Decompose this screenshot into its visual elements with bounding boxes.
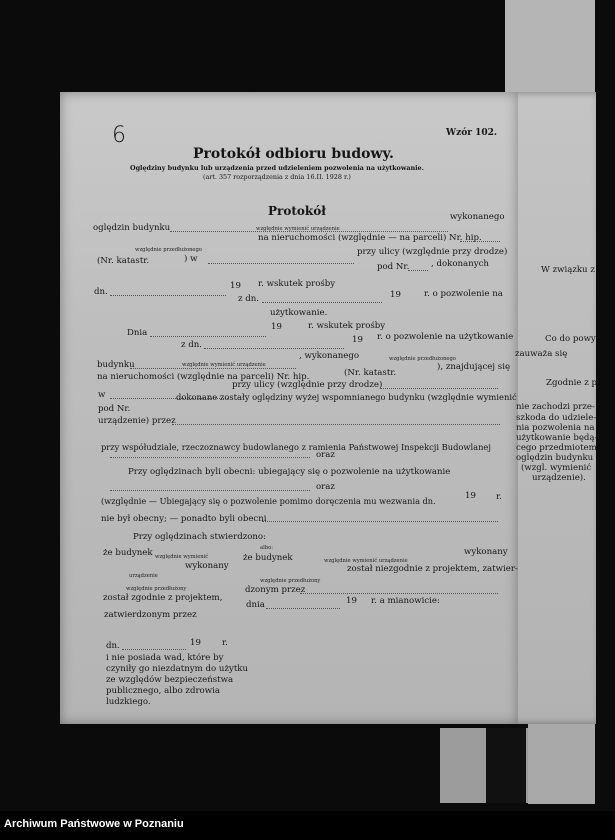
col2-e3: r. a mianowicie: bbox=[371, 596, 440, 606]
line-6a: z dn. bbox=[238, 294, 260, 304]
col2-e1: dnia bbox=[246, 600, 265, 610]
line-17: Przy oględzinach byli obecni: ubiegający się o pozwolenie na użytkowanie bbox=[128, 467, 451, 477]
fill-line bbox=[122, 649, 186, 650]
line-12b: przy ulicy (względnie przy drodze) bbox=[232, 380, 383, 390]
line-4a: pod Nr. bbox=[377, 262, 410, 272]
col1-f2: czyniły go niezdatnym do użytku bbox=[106, 664, 249, 674]
fill-line bbox=[460, 241, 500, 242]
fill-line bbox=[204, 348, 344, 349]
col2-c: został niezgodnie z projektem, zatwier- bbox=[347, 564, 518, 574]
fill-line bbox=[262, 302, 382, 303]
line-9c: r. o pozwolenie na użytkowanie bbox=[377, 332, 514, 342]
line-4b: , dokonanych bbox=[431, 259, 489, 269]
col1-e2: 19 bbox=[190, 638, 201, 648]
line-10b: , wykonanego bbox=[299, 351, 360, 361]
form-number: Wzór 102. bbox=[446, 128, 498, 138]
line-13b: dokonane zostały oględziny wyżej wspomnianego budynku (względnie wymienić bbox=[176, 392, 517, 402]
col1-s2: urządzenie bbox=[129, 573, 158, 579]
right-line-7: nia pozwolenia na bbox=[516, 423, 595, 433]
col1-s1: względnie wymienić bbox=[155, 554, 209, 560]
line-20: nie był obecny; — ponadto byli obecni bbox=[101, 514, 267, 524]
line-18: oraz bbox=[316, 482, 335, 492]
line-9a: z dn. bbox=[181, 340, 203, 350]
right-line-1: W związku z bbox=[541, 265, 595, 275]
col1-b: wykonany bbox=[185, 561, 229, 571]
line-5a: dn. bbox=[94, 287, 108, 297]
col1-e1: dn. bbox=[106, 641, 120, 651]
col1-e3: r. bbox=[222, 638, 228, 648]
line-1-right: wykonanego bbox=[450, 212, 505, 222]
line-11a: na nieruchomości (względnie na parceli) Nr. hip. bbox=[97, 372, 310, 382]
right-line-4: Zgodnie z p bbox=[546, 378, 598, 388]
background-sheet-top bbox=[505, 0, 595, 92]
right-line-5: nie zachodzi prze- bbox=[516, 402, 595, 412]
fill-line bbox=[130, 368, 296, 369]
handwritten-number: 6 bbox=[112, 123, 126, 148]
fill-line bbox=[300, 593, 498, 594]
line-8a: Dnia bbox=[127, 328, 148, 338]
fill-line bbox=[380, 388, 498, 389]
right-line-12: urządzenie). bbox=[532, 473, 586, 483]
col2-b: wykonany bbox=[464, 547, 508, 557]
line-5b: 19 bbox=[230, 281, 241, 291]
line-6b: 19 bbox=[390, 290, 401, 300]
line-8b: 19 bbox=[271, 322, 282, 332]
col2-s2: względnie przedłużony bbox=[260, 578, 321, 584]
line-12a: w bbox=[98, 390, 106, 400]
document-subtitle: Oględziny budynku lub urządzenia przed udzieleniem pozwolenia na użytkowanie. bbox=[130, 164, 424, 172]
right-line-10: oględzin budynku bbox=[516, 453, 594, 463]
col1-d: zatwierdzonym przez bbox=[104, 610, 197, 620]
line-3a: (Nr. katastr. bbox=[97, 256, 150, 266]
col2-s1: względnie wymienić urządzenie bbox=[324, 558, 408, 564]
protocol-heading: Protokół bbox=[268, 204, 326, 218]
line-3c: przy ulicy (względnie przy drodze) bbox=[357, 247, 508, 257]
document-title: Protokół odbioru budowy. bbox=[193, 146, 394, 162]
fill-line bbox=[408, 270, 428, 271]
right-line-3: zauważa się bbox=[515, 349, 568, 359]
right-line-6: szkoda do udziele- bbox=[516, 413, 597, 423]
background-sheet-bottom-right bbox=[528, 724, 595, 804]
col2-e2: 19 bbox=[346, 596, 357, 606]
col2-d: dzonym przez bbox=[245, 585, 306, 595]
line-1: oględzin budynku bbox=[93, 223, 171, 233]
col1-f1: i nie posiada wad, które by bbox=[106, 653, 224, 663]
line-9b: 19 bbox=[352, 335, 363, 345]
line-10-sub2: względnie przedłużonego bbox=[389, 356, 456, 362]
line-19c: r. bbox=[496, 492, 502, 502]
col1-a: że budynek bbox=[103, 548, 153, 558]
fill-line bbox=[208, 263, 354, 264]
line-5c: r. wskutek prośby bbox=[258, 279, 336, 289]
line-13a: pod Nr. bbox=[98, 404, 131, 414]
line-3-sub: względnie przedłużonego bbox=[135, 247, 202, 253]
line-21: Przy oględzinach stwierdzono: bbox=[133, 532, 266, 542]
line-2: na nieruchomości (względnie — na parceli) Nr. hip. bbox=[258, 233, 482, 243]
fill-line bbox=[266, 608, 340, 609]
line-3b: ) w bbox=[184, 254, 198, 264]
line-16: oraz bbox=[316, 450, 335, 460]
fill-line bbox=[262, 521, 498, 522]
col1-s3: względnie przedłużony bbox=[126, 586, 187, 592]
line-19a: (względnie — Ubiegający się o pozwolenie pomimo doręczenia mu wezwania dn. bbox=[101, 496, 436, 506]
line-10a: budynku bbox=[97, 360, 135, 370]
col2-a: że budynek bbox=[243, 553, 293, 563]
archive-watermark: Archiwum Państwowe w Poznaniu bbox=[4, 818, 184, 830]
col1-f3: ze względów bezpieczeństwa bbox=[106, 675, 234, 685]
gap bbox=[486, 728, 526, 803]
right-line-8: użytkowanie będą- bbox=[516, 433, 598, 443]
line-11b: (Nr. katastr. bbox=[344, 368, 397, 378]
line-1-sub: względnie wymienić urządzenie bbox=[256, 226, 340, 232]
fill-line bbox=[150, 336, 266, 337]
line-11c: ), znajdującej się bbox=[437, 362, 511, 372]
line-6c: r. o pozwolenie na bbox=[424, 289, 503, 299]
right-line-9: cego przedmiotem bbox=[516, 443, 597, 453]
col1-f5: ludzkiego. bbox=[106, 697, 151, 707]
col1-f4: publicznego, albo zdrowia bbox=[106, 686, 220, 696]
fill-line bbox=[110, 457, 310, 458]
line-14: urządzenie) przez bbox=[98, 416, 176, 426]
line-15: przy współudziale, rzeczoznawcy budowlanego z ramienia Państwowej Inspekcji Budowlanej bbox=[101, 442, 491, 452]
line-7: użytkowanie. bbox=[270, 308, 328, 318]
document-legal-ref: (art. 357 rozporządzenia z dnia 16.II. 1928 r.) bbox=[203, 173, 351, 181]
fill-line bbox=[172, 424, 500, 425]
col1-c: został zgodnie z projektem, bbox=[103, 593, 223, 603]
fill-line bbox=[110, 295, 226, 296]
right-line-11: (wzgl. wymienić bbox=[521, 463, 592, 473]
line-10-sub1: względnie wymienić urządzenie bbox=[182, 362, 266, 368]
line-8c: r. wskutek prośby bbox=[308, 321, 386, 331]
fill-line bbox=[110, 490, 310, 491]
right-line-2: Co do powy bbox=[545, 334, 596, 344]
col2-s0: albo: bbox=[260, 545, 273, 551]
line-19b: 19 bbox=[465, 491, 476, 501]
